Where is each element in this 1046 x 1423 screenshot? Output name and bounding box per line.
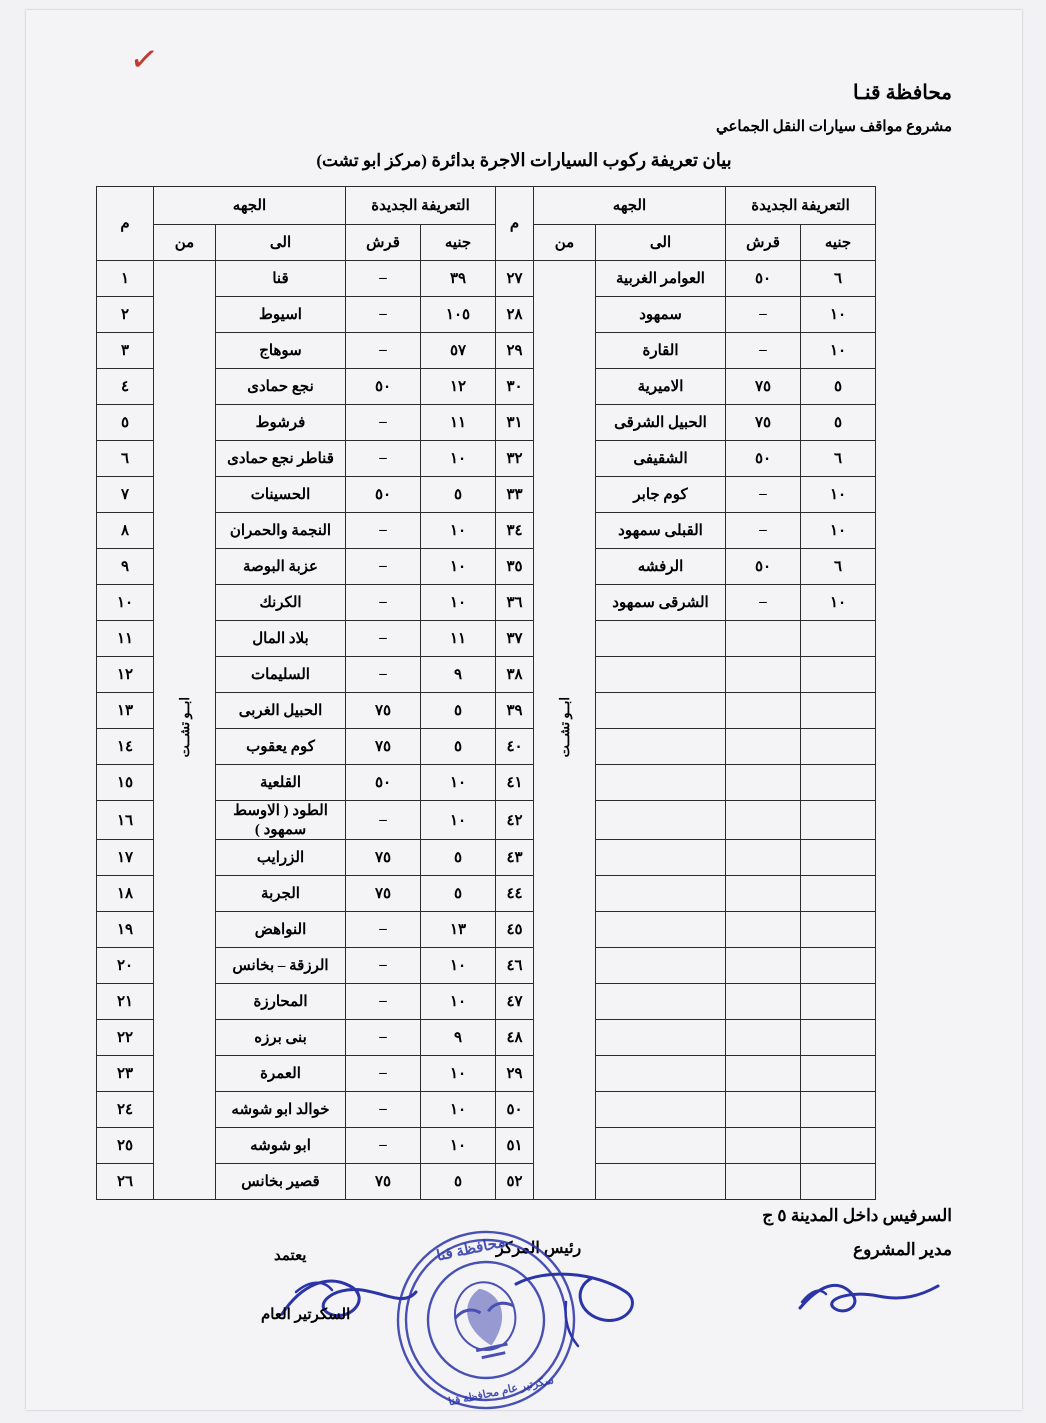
cell-destination-right: العمرة (216, 1056, 346, 1092)
cell-guinea-right: ٥ (421, 729, 496, 765)
cell-number-left: ٣٠ (496, 369, 534, 405)
cell-number-right: ٧ (97, 477, 154, 513)
cell-qirsh-left (726, 1128, 801, 1164)
cell-destination-right: الكرنك (216, 585, 346, 621)
cell-number-left: ٣٥ (496, 549, 534, 585)
footer-right-block (762, 1206, 952, 1260)
cell-qirsh-right: ٧٥ (346, 729, 421, 765)
cell-destination-left: سمهود (596, 297, 726, 333)
cell-guinea-left (801, 948, 876, 984)
cell-number-right: ٣ (97, 333, 154, 369)
cell-qirsh-right: – (346, 912, 421, 948)
cell-number-right: ٢٠ (97, 948, 154, 984)
cell-number-right: ١٨ (97, 876, 154, 912)
cell-number-left: ٣٩ (496, 693, 534, 729)
cell-qirsh-left (726, 801, 801, 840)
header-qirsh-left: قرش (726, 225, 801, 261)
cell-guinea-left: ١٠ (801, 513, 876, 549)
cell-qirsh-right: – (346, 297, 421, 333)
cell-qirsh-right: – (346, 657, 421, 693)
cell-number-right: ٢٦ (97, 1164, 154, 1200)
cell-number-right: ٦ (97, 441, 154, 477)
cell-destination-left: كوم جابر (596, 477, 726, 513)
cell-qirsh-left (726, 876, 801, 912)
cell-guinea-right: ١٠ (421, 1092, 496, 1128)
cell-guinea-right: ١١ (421, 405, 496, 441)
svg-text:سكرتير عام محافظة قنا: سكرتير عام محافظة قنا (447, 1374, 555, 1409)
cell-guinea-left: ٦ (801, 261, 876, 297)
cell-guinea-right: ١٠ (421, 549, 496, 585)
table-header-row-top (97, 187, 876, 225)
cell-qirsh-right: – (346, 621, 421, 657)
cell-number-right: ٢١ (97, 984, 154, 1020)
cell-guinea-left (801, 801, 876, 840)
cell-qirsh-left (726, 1164, 801, 1200)
cell-destination-left (596, 912, 726, 948)
service-note: السرفيس داخل المدينة ٥ ج (762, 1206, 952, 1225)
cell-number-right: ٩ (97, 549, 154, 585)
cell-qirsh-right: – (346, 1020, 421, 1056)
cell-destination-right: بلاد المال (216, 621, 346, 657)
cell-qirsh-left (726, 948, 801, 984)
cell-guinea-right: ١٠ (421, 765, 496, 801)
header-from-left: من (534, 225, 596, 261)
cell-destination-left (596, 1092, 726, 1128)
cell-number-left: ٥١ (496, 1128, 534, 1164)
cell-qirsh-right: – (346, 948, 421, 984)
cell-destination-right: النواهض (216, 912, 346, 948)
cell-qirsh-left (726, 693, 801, 729)
cell-destination-right: الحبيل الغربى (216, 693, 346, 729)
cell-destination-left: الشقيفى (596, 441, 726, 477)
cell-destination-right: الزرايب (216, 840, 346, 876)
cell-qirsh-right: – (346, 333, 421, 369)
cell-destination-left: الرفشه (596, 549, 726, 585)
cell-qirsh-left: ٥٠ (726, 441, 801, 477)
cell-guinea-right: ٥ (421, 477, 496, 513)
title-text: بيان تعريفة ركوب السيارات الاجرة بدائرة (431, 150, 732, 170)
cell-destination-right: قناطر نجع حمادى (216, 441, 346, 477)
header-num-left: م (496, 187, 534, 261)
cell-destination-right: الرزقة – بخانس (216, 948, 346, 984)
header-new-tariff-right: التعريفة الجديدة (346, 187, 496, 225)
cell-number-left: ٤٦ (496, 948, 534, 984)
cell-destination-right: المحارزة (216, 984, 346, 1020)
cell-qirsh-right: – (346, 1128, 421, 1164)
cell-guinea-left: ٦ (801, 441, 876, 477)
header-new-tariff-left: التعريفة الجديدة (726, 187, 876, 225)
cell-guinea-right: ٩ (421, 657, 496, 693)
cell-qirsh-left: – (726, 477, 801, 513)
cell-qirsh-left (726, 912, 801, 948)
cell-guinea-left (801, 621, 876, 657)
cell-destination-left (596, 1020, 726, 1056)
paper-sheet (26, 10, 1022, 1410)
cell-qirsh-right: – (346, 405, 421, 441)
cell-qirsh-left: – (726, 513, 801, 549)
cell-number-left: ٣١ (496, 405, 534, 441)
cell-qirsh-right: – (346, 549, 421, 585)
cell-number-left: ٣٤ (496, 513, 534, 549)
governorate-name: محافظة قنـا (853, 82, 952, 104)
check-mark-icon: ✓ (127, 38, 162, 82)
header-qirsh-right: قرش (346, 225, 421, 261)
cell-qirsh-right: – (346, 261, 421, 297)
cell-number-right: ٨ (97, 513, 154, 549)
cell-destination-right: اسيوط (216, 297, 346, 333)
cell-qirsh-left (726, 840, 801, 876)
project-name: مشروع مواقف سيارات النقل الجماعي (715, 119, 952, 135)
cell-number-right: ٥ (97, 405, 154, 441)
cell-number-right: ٤ (97, 369, 154, 405)
cell-destination-right: السليمات (216, 657, 346, 693)
cell-qirsh-left (726, 729, 801, 765)
cell-qirsh-left (726, 621, 801, 657)
cell-destination-left (596, 693, 726, 729)
cell-guinea-left (801, 765, 876, 801)
cell-guinea-left (801, 912, 876, 948)
cell-guinea-left (801, 1164, 876, 1200)
cell-destination-right: قصير بخانس (216, 1164, 346, 1200)
cell-destination-left (596, 948, 726, 984)
cell-number-left: ٤٥ (496, 912, 534, 948)
cell-guinea-right: ٥ (421, 840, 496, 876)
center-name: (مركز ابو تشت) (316, 151, 427, 170)
cell-guinea-right: ٥ (421, 876, 496, 912)
cell-number-left: ٤٣ (496, 840, 534, 876)
cell-number-left: ٣٨ (496, 657, 534, 693)
cell-destination-right: الحسينات (216, 477, 346, 513)
cell-origin-left (534, 261, 596, 1200)
cell-guinea-right: ١٠ (421, 441, 496, 477)
cell-qirsh-right: ٧٥ (346, 693, 421, 729)
cell-number-right: ٢٤ (97, 1092, 154, 1128)
cell-guinea-right: ٩ (421, 1020, 496, 1056)
cell-guinea-left: ١٠ (801, 585, 876, 621)
cell-guinea-left (801, 984, 876, 1020)
cell-qirsh-left: – (726, 333, 801, 369)
cell-number-right: ١٧ (97, 840, 154, 876)
cell-guinea-right: ١٠ (421, 1056, 496, 1092)
cell-origin-right (154, 261, 216, 1200)
cell-destination-right: قنا (216, 261, 346, 297)
cell-number-right: ١٠ (97, 585, 154, 621)
cell-guinea-left: ٥ (801, 369, 876, 405)
cell-guinea-right: ١٠٥ (421, 297, 496, 333)
cell-guinea-left: ٥ (801, 405, 876, 441)
cell-number-left: ٣٢ (496, 441, 534, 477)
cell-guinea-right: ١٠ (421, 585, 496, 621)
cell-number-right: ١٩ (97, 912, 154, 948)
cell-destination-left: الحبيل الشرقى (596, 405, 726, 441)
cell-number-left: ٤١ (496, 765, 534, 801)
page-title (96, 150, 952, 171)
cell-number-right: ١١ (97, 621, 154, 657)
cell-qirsh-right: ٥٠ (346, 369, 421, 405)
cell-guinea-right: ١٠ (421, 948, 496, 984)
header-guinea-right: جنيه (421, 225, 496, 261)
cell-destination-left (596, 1128, 726, 1164)
cell-guinea-left (801, 876, 876, 912)
cell-number-right: ٢ (97, 297, 154, 333)
cell-destination-right: فرشوط (216, 405, 346, 441)
fares-table (96, 186, 876, 1200)
project-manager-label: مدير المشروع (852, 1240, 952, 1259)
cell-guinea-right: ١٠ (421, 513, 496, 549)
cell-destination-left (596, 657, 726, 693)
cell-guinea-right: ٥٧ (421, 333, 496, 369)
cell-destination-left (596, 1164, 726, 1200)
cell-number-right: ١ (97, 261, 154, 297)
cell-guinea-left: ٦ (801, 549, 876, 585)
cell-qirsh-right: – (346, 513, 421, 549)
cell-destination-right: سوهاج (216, 333, 346, 369)
cell-guinea-right: ٥ (421, 1164, 496, 1200)
cell-qirsh-left: – (726, 585, 801, 621)
cell-number-right: ٢٢ (97, 1020, 154, 1056)
cell-guinea-left (801, 657, 876, 693)
cell-number-right: ١٤ (97, 729, 154, 765)
cell-qirsh-left: – (726, 297, 801, 333)
cell-destination-right: القلعية (216, 765, 346, 801)
cell-guinea-left: ١٠ (801, 477, 876, 513)
cell-number-left: ٥٢ (496, 1164, 534, 1200)
cell-qirsh-left (726, 1020, 801, 1056)
cell-destination-right: بنى برزه (216, 1020, 346, 1056)
cell-qirsh-right: ٧٥ (346, 840, 421, 876)
cell-guinea-right: ٣٩ (421, 261, 496, 297)
cell-number-right: ٢٥ (97, 1128, 154, 1164)
cell-guinea-right: ١٠ (421, 1128, 496, 1164)
cell-number-left: ٣٧ (496, 621, 534, 657)
cell-destination-left: القارة (596, 333, 726, 369)
secretary-general-label: السكرتير العام (261, 1307, 351, 1323)
cell-number-left: ٣٣ (496, 477, 534, 513)
cell-qirsh-left (726, 1056, 801, 1092)
header-from-right: من (154, 225, 216, 261)
cell-number-right: ١٥ (97, 765, 154, 801)
cell-destination-left (596, 840, 726, 876)
table-body (97, 261, 876, 1200)
cell-guinea-right: ١٣ (421, 912, 496, 948)
cell-destination-left (596, 984, 726, 1020)
cell-qirsh-right: – (346, 984, 421, 1020)
approval-label: يعتمد (274, 1248, 307, 1264)
cell-qirsh-right: ٥٠ (346, 477, 421, 513)
cell-qirsh-left: ٥٠ (726, 261, 801, 297)
cell-number-left: ٢٨ (496, 297, 534, 333)
cell-destination-left (596, 876, 726, 912)
cell-number-right: ١٦ (97, 801, 154, 840)
cell-guinea-right: ٥ (421, 693, 496, 729)
svg-text:محافظة قنا: محافظة قنا (435, 1234, 507, 1265)
origin-label-left: ابــو تشــت (556, 697, 572, 758)
cell-number-left: ٢٧ (496, 261, 534, 297)
cell-number-left: ٤٨ (496, 1020, 534, 1056)
header-guinea-left: جنيه (801, 225, 876, 261)
cell-destination-left: العوامر الغربية (596, 261, 726, 297)
cell-number-left: ٥٠ (496, 1092, 534, 1128)
cell-number-left: ٤٠ (496, 729, 534, 765)
cell-number-left: ٢٩ (496, 1056, 534, 1092)
cell-number-right: ١٣ (97, 693, 154, 729)
cell-destination-right: الطود ( الاوسط سمهود ) (216, 801, 346, 840)
cell-destination-right: ابو شوشه (216, 1128, 346, 1164)
cell-guinea-left (801, 1128, 876, 1164)
cell-number-left: ٤٢ (496, 801, 534, 840)
cell-destination-right: عزبة البوصة (216, 549, 346, 585)
origin-label-right: ابــو تشــت (176, 697, 192, 758)
cell-guinea-left: ١٠ (801, 333, 876, 369)
cell-guinea-left (801, 1092, 876, 1128)
cell-destination-left: الاميرية (596, 369, 726, 405)
cell-number-left: ٤٧ (496, 984, 534, 1020)
cell-number-left: ٢٩ (496, 333, 534, 369)
cell-number-left: ٣٦ (496, 585, 534, 621)
cell-number-right: ١٢ (97, 657, 154, 693)
cell-guinea-right: ١١ (421, 621, 496, 657)
cell-qirsh-right: – (346, 441, 421, 477)
cell-number-right: ٢٣ (97, 1056, 154, 1092)
cell-qirsh-left: ٧٥ (726, 369, 801, 405)
cell-qirsh-left (726, 1092, 801, 1128)
cell-destination-right: الجربة (216, 876, 346, 912)
cell-destination-left: الشرقى سمهود (596, 585, 726, 621)
cell-qirsh-left (726, 984, 801, 1020)
cell-qirsh-right: – (346, 1056, 421, 1092)
cell-guinea-right: ١٠ (421, 984, 496, 1020)
cell-qirsh-right: ٥٠ (346, 765, 421, 801)
cell-destination-right: نجع حمادى (216, 369, 346, 405)
cell-destination-left (596, 729, 726, 765)
cell-destination-left: القبلى سمهود (596, 513, 726, 549)
header-num-right: م (97, 187, 154, 261)
cell-guinea-left: ١٠ (801, 297, 876, 333)
cell-number-left: ٤٤ (496, 876, 534, 912)
cell-qirsh-right: ٧٥ (346, 1164, 421, 1200)
cell-guinea-right: ١٢ (421, 369, 496, 405)
table-row (97, 261, 876, 297)
cell-qirsh-right: – (346, 585, 421, 621)
cell-destination-right: كوم يعقوب (216, 729, 346, 765)
cell-qirsh-right: – (346, 801, 421, 840)
cell-qirsh-left: ٧٥ (726, 405, 801, 441)
cell-guinea-left (801, 693, 876, 729)
cell-guinea-left (801, 1056, 876, 1092)
cell-qirsh-right: – (346, 1092, 421, 1128)
cell-qirsh-right: ٧٥ (346, 876, 421, 912)
header-to-right: الى (216, 225, 346, 261)
cell-destination-right: خوالد ابو شوشه (216, 1092, 346, 1128)
document-header (716, 80, 952, 136)
cell-guinea-right: ١٠ (421, 801, 496, 840)
project-manager-signature (792, 1272, 952, 1332)
cell-qirsh-left (726, 765, 801, 801)
cell-destination-left (596, 621, 726, 657)
cell-guinea-left (801, 840, 876, 876)
header-destination-left: الجهه (534, 187, 726, 225)
table-header-row-sub (97, 225, 876, 261)
cell-destination-left (596, 801, 726, 840)
header-destination-right: الجهه (154, 187, 346, 225)
cell-destination-left (596, 765, 726, 801)
cell-destination-right: النجمة والحمران (216, 513, 346, 549)
official-stamp (386, 1220, 586, 1420)
cell-qirsh-left (726, 657, 801, 693)
cell-destination-left (596, 1056, 726, 1092)
cell-qirsh-left: ٥٠ (726, 549, 801, 585)
cell-guinea-left (801, 1020, 876, 1056)
center-head-label: رئيس المركز (496, 1240, 582, 1257)
header-to-left: الى (596, 225, 726, 261)
cell-guinea-left (801, 729, 876, 765)
